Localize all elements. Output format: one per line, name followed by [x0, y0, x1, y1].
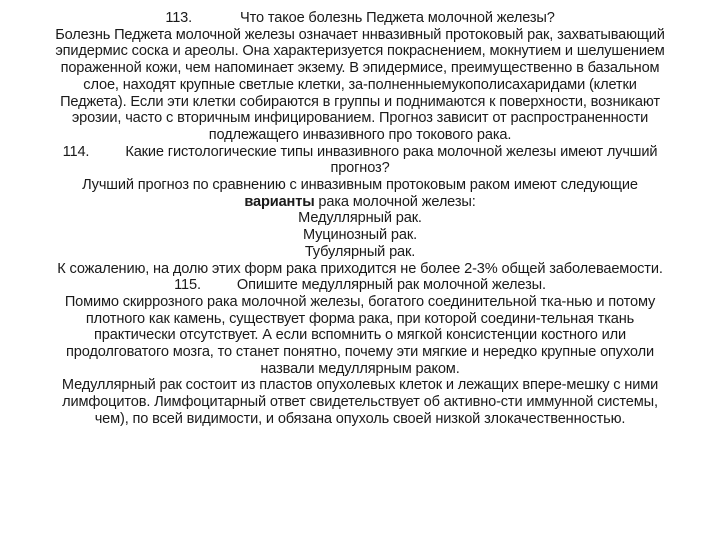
question-title: Что такое болезнь Педжета молочной железы? — [240, 10, 555, 26]
bold-term: варианты — [244, 193, 315, 210]
question-115-heading — [10, 277, 710, 294]
answer-115-line: продолговатого мозга, то станет понятно, почему эти мягкие и нередко крупные опухоли — [66, 344, 654, 361]
question-title: Опишите медуллярный рак молочной железы. — [236, 277, 546, 294]
question-number: 114. — [62, 143, 90, 160]
answer-113-line: Педжета). Если эти клетки собираются в группы и поднимаются к поверхности, возникают — [60, 93, 660, 110]
answer-115-line: плотного как камень, существует форма рака, при которой соедини-тельная ткань — [85, 310, 635, 327]
answer-115-line: Медуллярный рак состоит из пластов опухолевых клеток и лежащих впере-мешку с ними — [61, 377, 659, 394]
answer-114-closing: К сожалению, на долю этих форм рака приходится не более 2-3% общей заболеваемости. — [57, 260, 663, 277]
answer-113-line: пораженной кожи, чем напоминает экзему. В эпидермисе, преимущественно в базальном — [60, 60, 660, 77]
intro-rest: рака молочной железы: — [314, 193, 476, 210]
answer-113-line: эрозии, часто с вторичным инфицированием. Прогноз зависит от распространенности — [71, 110, 649, 127]
answer-115-line: чем), по всей видимости, и обязана опухоль своей низкой злокачественностью. — [94, 410, 626, 427]
answer-114-intro: Лучший прогноз по сравнению с инвазивным протоковым раком имеют следующие — [82, 177, 638, 194]
answer-113-line: Болезнь Педжета молочной железы означает ннвазивный протоковый рак, захватывающий — [55, 26, 665, 43]
question-114-heading-cont: прогноз? — [330, 160, 390, 177]
question-113-heading — [10, 10, 710, 27]
answer-115-line: практически отсутствует. А если вспомнить о мягкой консистенции костного или — [94, 327, 626, 344]
answer-115-line: лимфоцитов. Лимфоцитарный ответ свидетельствует об активно-сти иммунной системы, — [62, 394, 658, 411]
list-item: Тубулярный рак. — [304, 243, 416, 260]
question-114-heading — [10, 144, 710, 161]
answer-113-line: подлежащего инвазивного про токового рака. — [208, 126, 512, 143]
answer-115-line: Помимо скиррозного рака молочной железы, богатого соединительной тка-нью и потому — [64, 293, 656, 310]
list-item: Муцинозный рак. — [302, 227, 417, 244]
question-number: 113. — [165, 10, 193, 26]
answer-113-line: слое, находят крупные светлые клетки, за-полненныемукополисахаридами (клетки — [83, 76, 637, 93]
question-number: 115. — [174, 277, 201, 294]
answer-113-line: эпидермис соска и ареолы. Она характеризуется покраснением, мокнутием и шелушением — [55, 43, 665, 60]
answer-115-line: назвали медуллярным раком. — [260, 360, 460, 377]
question-title: Какие гистологические типы инвазивного рака молочной железы имеют лучший — [125, 143, 658, 160]
list-item: Медуллярный рак. — [298, 210, 422, 227]
answer-114-intro-cont — [10, 194, 710, 211]
